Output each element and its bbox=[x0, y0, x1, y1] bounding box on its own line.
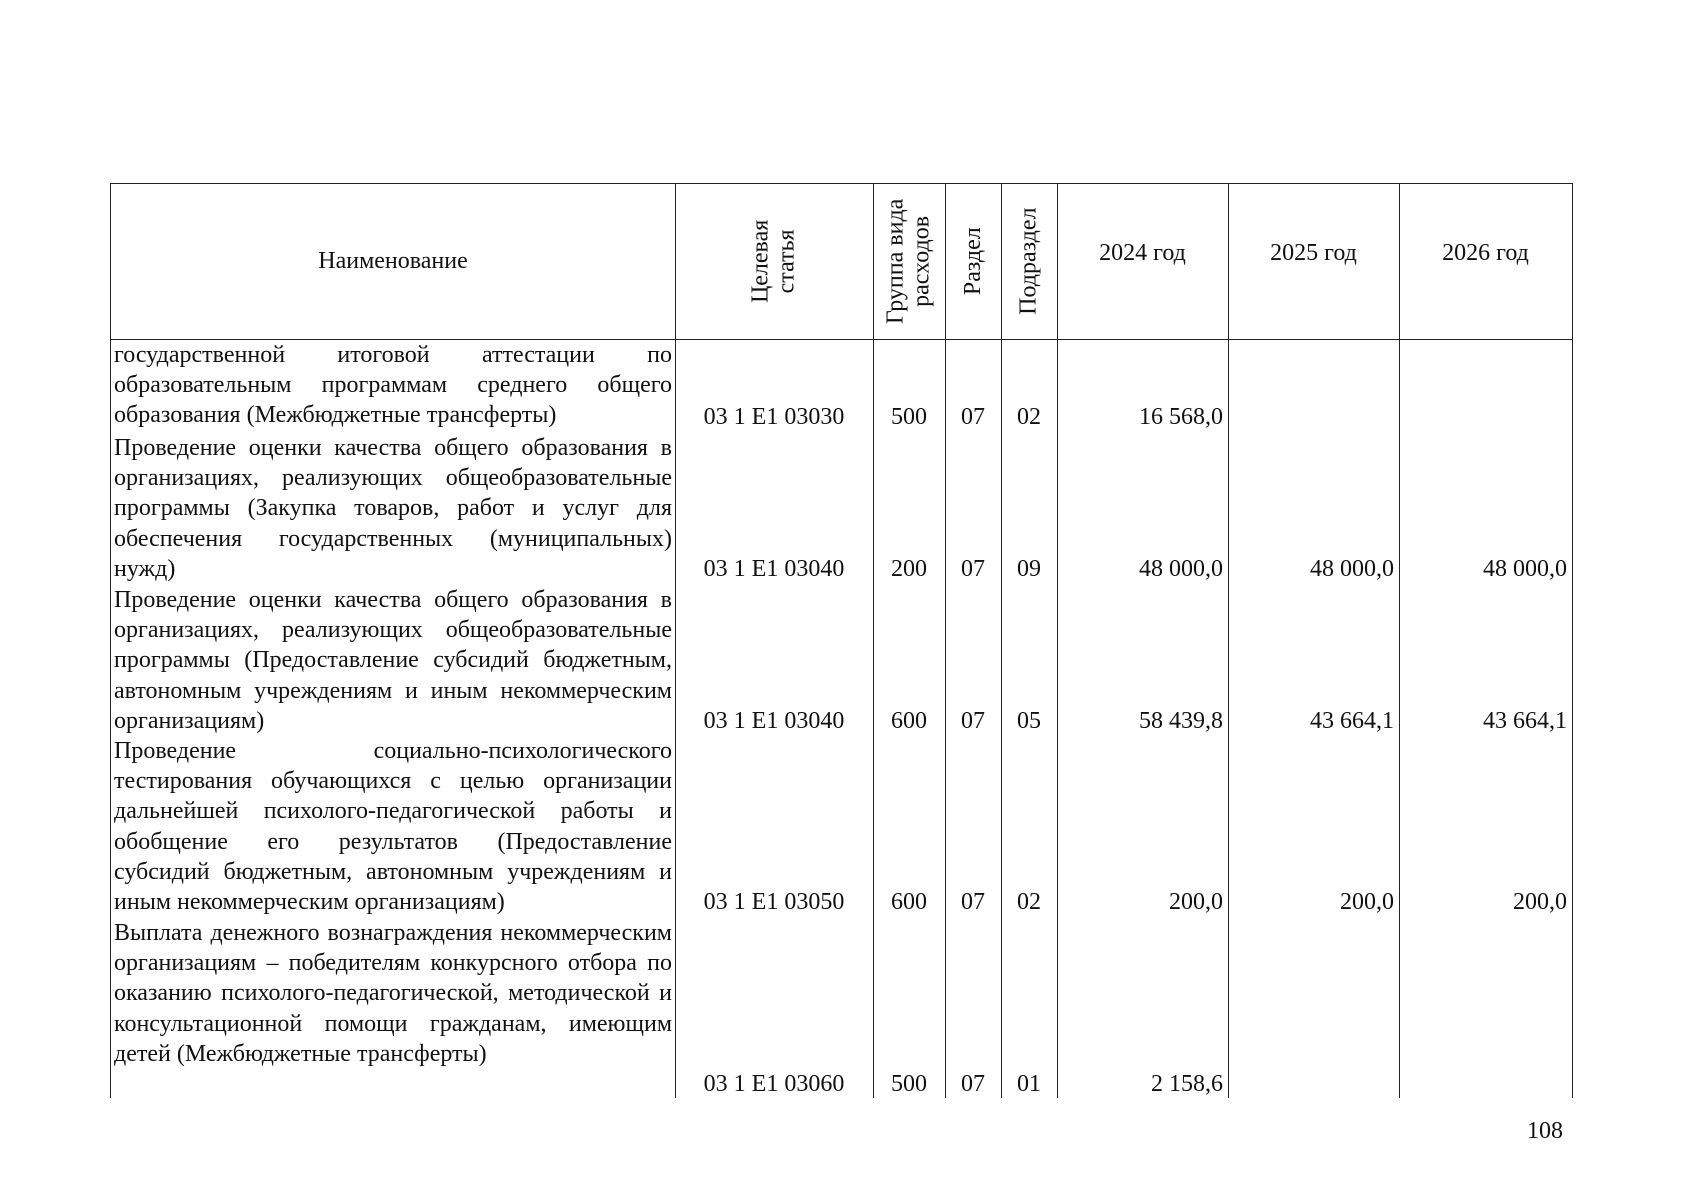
row-section: 07 bbox=[961, 708, 985, 734]
row-subsection: 01 bbox=[1017, 1071, 1041, 1097]
row-subsection: 09 bbox=[1017, 556, 1041, 582]
row-target: 03 1 E1 03040 bbox=[703, 556, 845, 582]
row-target: 03 1 E1 03040 bbox=[703, 708, 845, 734]
header-2026 bbox=[1399, 184, 1572, 339]
row-2025: 200,0 bbox=[1340, 889, 1394, 915]
row-group: 200 bbox=[891, 556, 927, 582]
row-section: 07 bbox=[961, 1071, 985, 1097]
header-name-text: Наименование bbox=[318, 248, 468, 275]
row-subsection: 05 bbox=[1017, 708, 1041, 734]
budget-table bbox=[110, 183, 1573, 1098]
row-2025: 48 000,0 bbox=[1310, 556, 1394, 582]
row-group: 600 bbox=[891, 708, 927, 734]
row-subsection: 02 bbox=[1017, 889, 1041, 915]
header-2026-text: 2026 год bbox=[1442, 240, 1529, 266]
row-group: 500 bbox=[891, 1071, 927, 1097]
header-subsection bbox=[1001, 184, 1057, 339]
header-name bbox=[111, 184, 675, 339]
page-number: 108 bbox=[1527, 1118, 1563, 1144]
table-row-name: Проведение оценки качества общего образования в организациях, реализующих общеобразовательные программы (Предоставление субсидий бюджетным, автономным учреждениям и иным некоммерческим организациям) bbox=[114, 587, 672, 734]
row-2024: 2 158,6 bbox=[1151, 1071, 1223, 1097]
header-section-text: Раздел bbox=[959, 227, 986, 296]
row-2024: 48 000,0 bbox=[1139, 556, 1223, 582]
row-2025: 43 664,1 bbox=[1310, 708, 1394, 734]
row-section: 07 bbox=[961, 556, 985, 582]
header-group bbox=[873, 184, 945, 339]
row-group: 500 bbox=[891, 404, 927, 430]
row-2024: 16 568,0 bbox=[1139, 404, 1223, 430]
header-section bbox=[945, 184, 1001, 339]
row-group: 600 bbox=[891, 889, 927, 915]
row-section: 07 bbox=[961, 404, 985, 430]
table-row-name: Проведение социально-психологического тестирования обучающихся с целью организации дальнейшей психолого-педагогической работы и обобщение его результатов (Предоставление субсидий бюджетным, автономным учреждениям и иным некоммерческим организациям) bbox=[114, 738, 672, 916]
row-2024: 58 439,8 bbox=[1139, 708, 1223, 734]
row-2024: 200,0 bbox=[1169, 889, 1223, 915]
row-target: 03 1 E1 03060 bbox=[703, 1071, 845, 1097]
row-target: 03 1 E1 03050 bbox=[703, 889, 845, 915]
table-row-name: Проведение оценки качества общего образования в организациях, реализующих общеобразовательные программы (Закупка товаров, работ и услуг для обеспечения государственных (муниципальных) нужд) bbox=[114, 435, 672, 582]
row-subsection: 02 bbox=[1017, 404, 1041, 430]
row-2026: 43 664,1 bbox=[1483, 708, 1567, 734]
table-row-name: государственной итоговой аттестации по образовательным программам среднего общего образования (Межбюджетные трансферты) bbox=[114, 342, 672, 429]
header-2024-text: 2024 год bbox=[1099, 240, 1186, 266]
header-2025 bbox=[1228, 184, 1399, 339]
header-2025-text: 2025 год bbox=[1270, 240, 1357, 266]
row-target: 03 1 E1 03030 bbox=[703, 404, 845, 430]
header-group-text: Группа вида расходов bbox=[882, 198, 935, 325]
header-target-text: Целевая статья bbox=[747, 219, 800, 304]
row-2026: 48 000,0 bbox=[1483, 556, 1567, 582]
header-subsection-text: Подраздел bbox=[1015, 207, 1042, 316]
table-row-name: Выплата денежного вознаграждения некоммерческим организациям – победителям конкурсного отбора по оказанию психолого-педагогической, методической и консультационной помощи гражданам, имеющим детей (Межбюджетные трансферты) bbox=[114, 920, 672, 1067]
row-section: 07 bbox=[961, 889, 985, 915]
header-target bbox=[675, 184, 873, 339]
header-2024 bbox=[1057, 184, 1228, 339]
row-2026: 200,0 bbox=[1513, 889, 1567, 915]
